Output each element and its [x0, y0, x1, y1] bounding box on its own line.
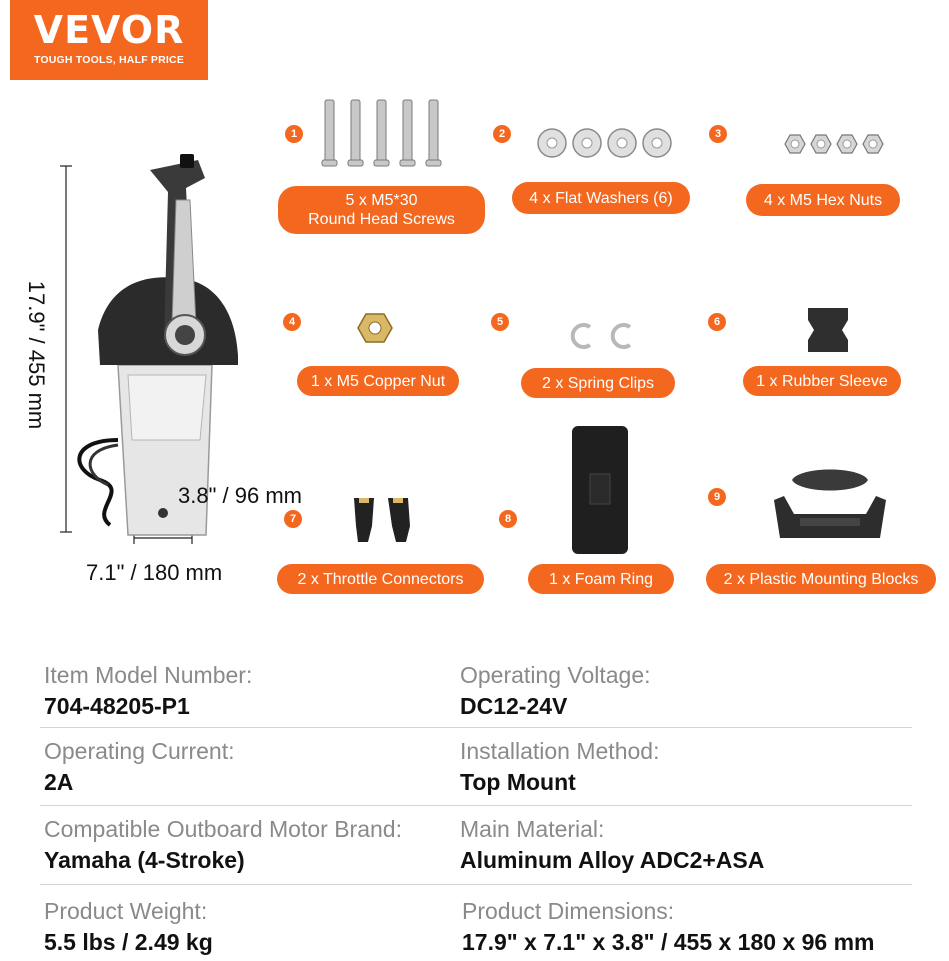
spec-divider — [40, 727, 912, 728]
part-label-line: 1 x Foam Ring — [548, 570, 654, 588]
vevor-logo — [10, 0, 208, 80]
spec-value-product-weight: 5.5 lbs / 2.49 kg — [44, 929, 213, 955]
height-dimension-label: 17.9" / 455 mm — [24, 280, 49, 430]
width-dimension-label: 7.1" / 180 mm — [86, 560, 223, 585]
spec-label-product-dimensions: Product Dimensions: — [462, 898, 675, 924]
spring-clips-icon — [560, 322, 640, 350]
spec-label-main-material: Main Material: — [460, 816, 605, 842]
spec-value-operating-current: 2A — [44, 769, 74, 795]
part-number-badge: 1 — [285, 125, 303, 143]
part-number-badge: 2 — [493, 125, 511, 143]
part-label-line: 4 x M5 Hex Nuts — [763, 191, 883, 209]
part-label-line: 2 x Spring Clips — [541, 374, 655, 392]
part-label-pill — [512, 182, 690, 214]
part-number-badge: 4 — [283, 313, 301, 331]
part-label-pill — [706, 564, 936, 594]
throttle-connectors-icon — [348, 496, 418, 548]
logo-brand: VEVOR — [33, 8, 185, 52]
spec-label-operating-current: Operating Current: — [44, 738, 235, 764]
spec-label-compatible-brand: Compatible Outboard Motor Brand: — [44, 816, 402, 842]
part-label-line: 1 x Rubber Sleeve — [756, 372, 888, 390]
spec-label-product-weight: Product Weight: — [44, 898, 208, 924]
part-number-badge: 7 — [284, 510, 302, 528]
spec-label-model-number: Item Model Number: — [44, 662, 253, 688]
spec-label-operating-voltage: Operating Voltage: — [460, 662, 651, 688]
part-label-line: 4 x Flat Washers (6) — [529, 189, 673, 207]
part-label-line: 2 x Plastic Mounting Blocks — [723, 570, 919, 588]
mounting-blocks-icon — [770, 462, 890, 542]
part-label-pill — [277, 564, 484, 594]
part-label-line: 1 x M5 Copper Nut — [310, 372, 446, 390]
part-number-badge: 5 — [491, 313, 509, 331]
flat-washers-icon — [535, 125, 675, 161]
rubber-sleeve-icon — [806, 306, 850, 354]
part-number-badge: 8 — [499, 510, 517, 528]
spec-label-installation-method: Installation Method: — [460, 738, 660, 764]
screws-icon — [315, 92, 450, 172]
spec-value-operating-voltage: DC12-24V — [460, 693, 568, 719]
part-label-pill — [746, 184, 900, 216]
part-number-badge: 3 — [709, 125, 727, 143]
part-label-pill — [743, 366, 901, 396]
part-label-pill — [278, 186, 485, 234]
part-label-pill — [521, 368, 675, 398]
spec-value-model-number: 704-48205-P1 — [44, 693, 190, 719]
part-label-line: Round Head Screws — [308, 211, 455, 228]
part-label-line: 2 x Throttle Connectors — [297, 570, 464, 588]
foam-ring-icon — [570, 424, 630, 556]
part-number-badge: 6 — [708, 313, 726, 331]
spec-divider — [40, 805, 912, 806]
spec-value-compatible-brand: Yamaha (4-Stroke) — [44, 847, 245, 873]
depth-dimension-label: 3.8" / 96 mm — [178, 483, 302, 508]
part-label-line: 5 x M5*30 — [345, 192, 418, 209]
part-label-pill — [297, 366, 459, 396]
spec-value-installation-method: Top Mount — [460, 769, 576, 795]
hex-nuts-icon — [780, 130, 890, 158]
logo-tagline: TOUGH TOOLS, HALF PRICE — [33, 54, 185, 66]
copper-nut-icon — [355, 310, 395, 346]
spec-value-main-material: Aluminum Alloy ADC2+ASA — [460, 847, 765, 873]
spec-divider — [40, 884, 912, 885]
spec-value-product-dimensions: 17.9" x 7.1" x 3.8" / 455 x 180 x 96 mm — [462, 929, 875, 955]
part-number-badge: 9 — [708, 488, 726, 506]
part-label-pill — [528, 564, 674, 594]
